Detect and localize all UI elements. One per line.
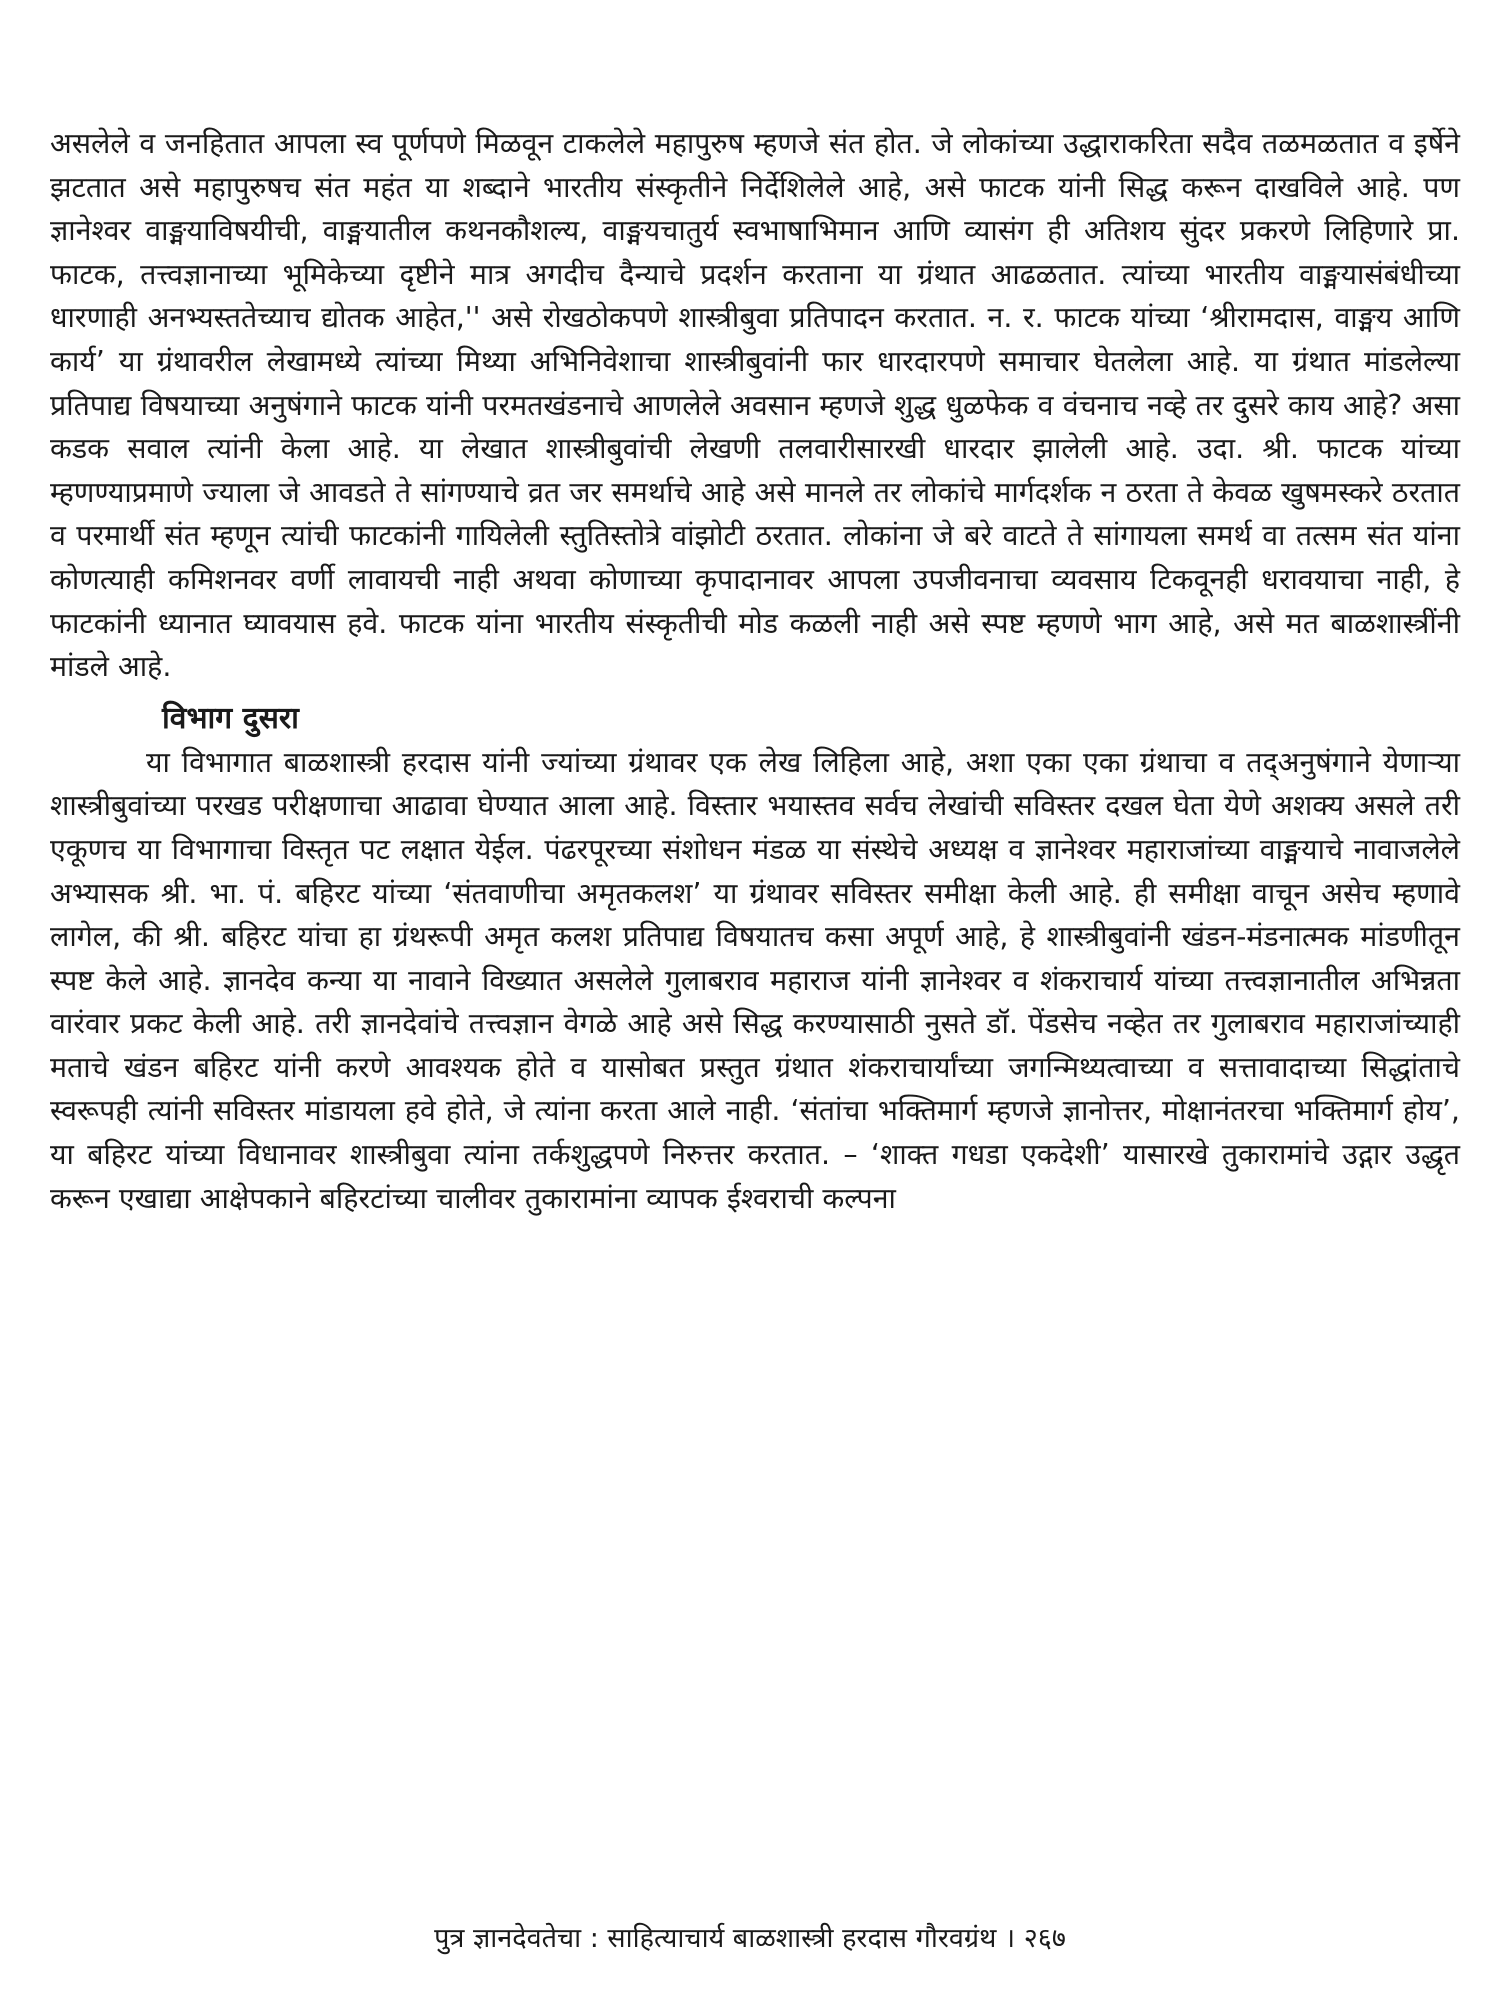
section-heading: विभाग दुसरा: [162, 700, 299, 736]
page-footer: पुत्र ज्ञानदेवतेचा : साहित्याचार्य बाळशास्त्री हरदास गौरवग्रंथ । २६७: [434, 1923, 1066, 1954]
body-paragraph-2: या विभागात बाळशास्त्री हरदास यांनी ज्यांच्या ग्रंथावर एक लेख लिहिला आहे, अशा एका एका ग्रंथाचा व तद्अनुषंगाने येणाऱ्या शास्त्रीबुवांच्या परखड परीक्षणाचा आढावा घेण्यात आला आहे. विस्तार भयास्तव सर्वच लेखांची सविस्तर दखल घेता येणे अशक्य असले तरी एकूणच या विभागाचा विस्तृत पट लक्षात येईल. पंढरपूरच्या संशोधन मंडळ या संस्थेचे अध्यक्ष व ज्ञानेश्वर महाराजांच्या वाङ्मयाचे नावाजलेले अभ्यासक श्री. भा. पं. बहिरट यांच्या ‘संतवाणीचा अमृतकलश’ या ग्रंथावर सविस्तर समीक्षा केली आहे. ही समीक्षा वाचून असेच म्हणावे लागेल, की श्री. बहिरट यांचा हा ग्रंथरूपी अमृत कलश प्रतिपाद्य विषयातच कसा अपूर्ण आहे, हे शास्त्रीबुवांनी खंडन-मंडनात्मक मांडणीतून स्पष्ट केले आहे. ज्ञानदेव कन्या या नावाने विख्यात असलेले गुलाबराव महाराज यांनी ज्ञानेश्वर व शंकराचार्य यांच्या तत्त्वज्ञानातील अभिन्नता वारंवार प्रकट केली आहे. तरी ज्ञानदेवांचे तत्त्वज्ञान वेगळे आहे असे सिद्ध करण्यासाठी नुसते डॉ. पेंडसेच नव्हेत तर गुलाबराव महाराजांच्याही मताचे खंडन बहिरट यांनी करणे आवश्यक होते व यासोबत प्रस्तुत ग्रंथात शंकराचार्यांच्या जगन्मिथ्यत्वाच्या व सत्तावादाच्या सिद्धांताचे स्वरूपही त्यांनी सविस्तर मांडायला हवे होते, जे त्यांना करता आले नाही. ‘संतांचा भक्तिमार्ग म्हणजे ज्ञानोत्तर, मोक्षानंतरचा भक्तिमार्ग होय’, या बहिरट यांच्या विधानावर शास्त्रीबुवा त्यांना तर्कशुद्धपणे निरुत्तर करतात. – ‘शाक्त गधडा एकदेशी’ यासारखे तुकारामांचे उद्गार उद्धृत करून एखाद्या आक्षेपकाने बहिरटांच्या चालीवर तुकारामांना व्यापक ईश्वराची कल्पना: [50, 745, 1460, 1215]
body-paragraph-1: असलेले व जनहितात आपला स्व पूर्णपणे मिळवून टाकलेले महापुरुष म्हणजे संत होत. जे लोकांच्या उद्धाराकरिता सदैव तळमळतात व इर्षेने झटतात असे महापुरुषच संत महंत या शब्दाने भारतीय संस्कृतीने निर्देशिलेले आहे, असे फाटक यांनी सिद्ध करून दाखविले आहे. पण ज्ञानेश्वर वाङ्मयाविषयीची, वाङ्मयातील कथनकौशल्य, वाङ्मयचातुर्य स्वभाषाभिमान आणि व्यासंग ही अतिशय सुंदर प्रकरणे लिहिणारे प्रा. फाटक, तत्त्वज्ञानाच्या भूमिकेच्या दृष्टीने मात्र अगदीच दैन्याचे प्रदर्शन करताना या ग्रंथात आढळतात. त्यांच्या भारतीय वाङ्मयासंबंधीच्या धारणाही अनभ्यस्ततेच्याच द्योतक आहेत,'' असे रोखठोकपणे शास्त्रीबुवा प्रतिपादन करतात. न. र. फाटक यांच्या ‘श्रीरामदास, वाङ्मय आणि कार्य’ या ग्रंथावरील लेखामध्ये त्यांच्या मिथ्या अभिनिवेशाचा शास्त्रीबुवांनी फार धारदारपणे समाचार घेतलेला आहे. या ग्रंथात मांडलेल्या प्रतिपाद्य विषयाच्या अनुषंगाने फाटक यांनी परमतखंडनाचे आणलेले अवसान म्हणजे शुद्ध धुळफेक व वंचनाच नव्हे तर दुसरे काय आहे? असा कडक सवाल त्यांनी केला आहे. या लेखात शास्त्रीबुवांची लेखणी तलवारीसारखी धारदार झालेली आहे. उदा. श्री. फाटक यांच्या म्हणण्याप्रमाणे ज्याला जे आवडते ते सांगण्याचे व्रत जर समर्थाचे आहे असे मानले तर लोकांचे मार्गदर्शक न ठरता ते केवळ खुषमस्करे ठरतात व परमार्थी संत म्हणून त्यांची फाटकांनी गायिलेली स्तुतिस्तोत्रे वांझोटी ठरतात. लोकांना जे बरे वाटते ते सांगायला समर्थ वा तत्सम संत यांना कोणत्याही कमिशनवर वर्णी लावायची नाही अथवा कोणाच्या कृपादानावर आपला उपजीवनाचा व्यवसाय टिकवूनही धरावयाचा नाही, हे फाटकांनी ध्यानात घ्यावयास हवे. फाटक यांना भारतीय संस्कृतीची मोड कळली नाही असे स्पष्ट म्हणणे भाग आहे, असे मत बाळशास्त्रींनी मांडले आहे.: [50, 127, 1460, 684]
page-content: [50, 122, 1460, 1220]
